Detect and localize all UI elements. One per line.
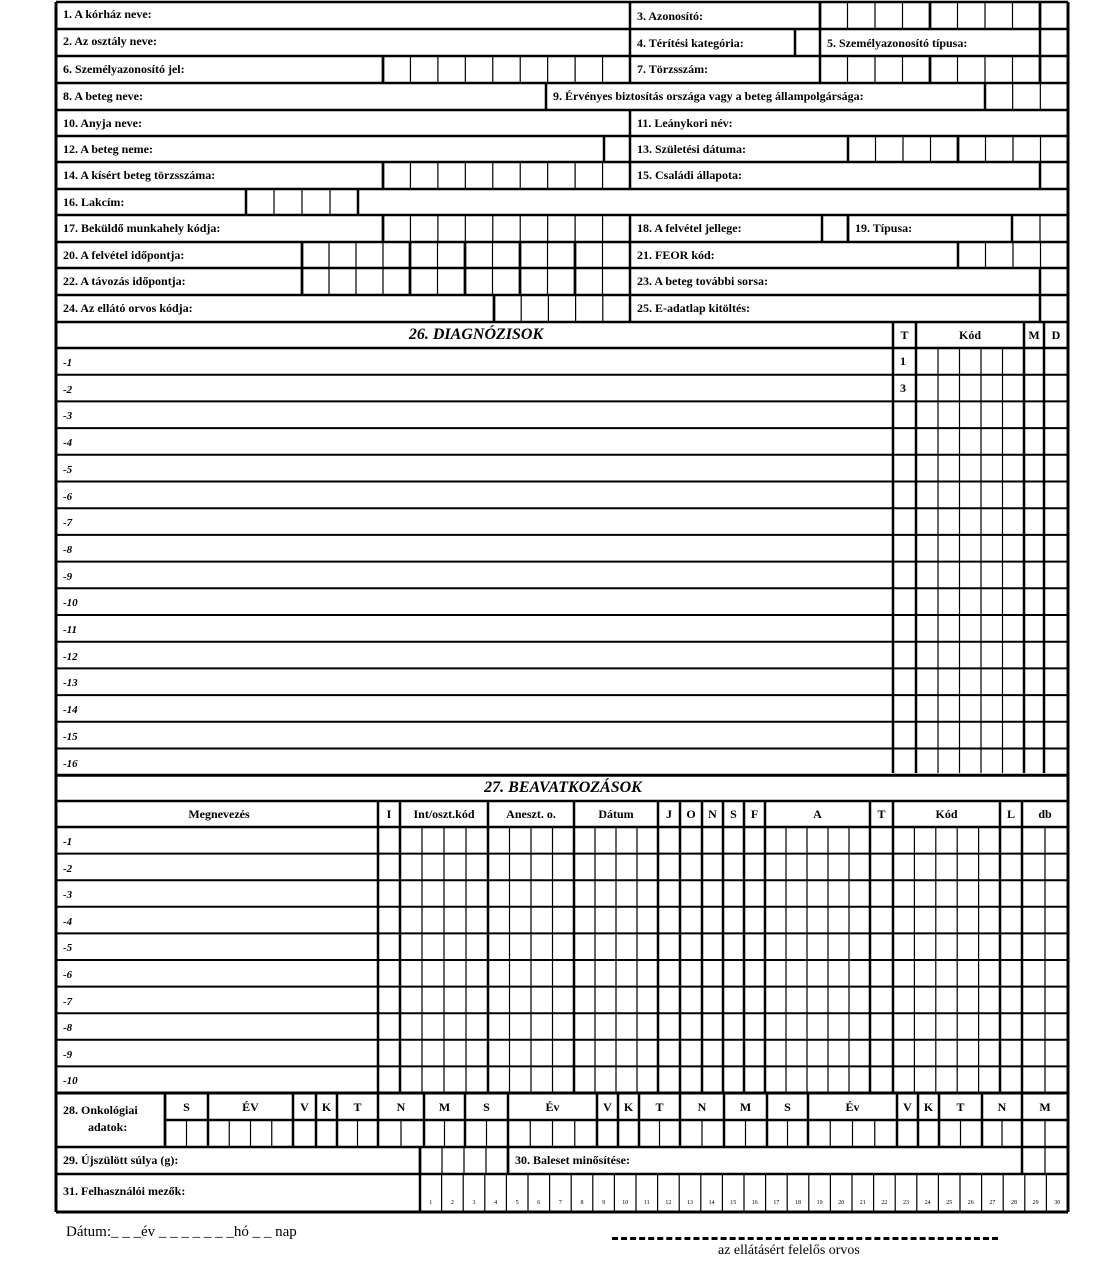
oncology-data-boxes[interactable] bbox=[165, 1120, 1068, 1147]
user-field-number: 23 bbox=[902, 1200, 909, 1206]
diagnosis-text-field[interactable] bbox=[80, 428, 891, 455]
procedure-col-t: T bbox=[877, 807, 886, 821]
label-address: 16. Lakcím: bbox=[63, 195, 125, 209]
procedure-name-field[interactable] bbox=[80, 1066, 376, 1093]
admission-time-boxes[interactable] bbox=[520, 242, 575, 268]
label-patient-outcome: 23. A beteg további sorsa: bbox=[637, 274, 769, 288]
user-field-number: 18 bbox=[794, 1200, 801, 1206]
label-mother-name: 10. Anyja neve: bbox=[63, 116, 142, 130]
birth-date-boxes[interactable] bbox=[848, 136, 958, 162]
user-field-number: 21 bbox=[859, 1200, 866, 1206]
oncology-col-header: M bbox=[1039, 1100, 1051, 1114]
diagnosis-row-number: -3 bbox=[63, 410, 73, 423]
diagnoses-section-title: 26. DIAGNÓZISOK bbox=[408, 326, 544, 343]
label-companion-registry: 14. A kísért beteg törzsszáma: bbox=[63, 168, 216, 182]
admission-date-boxes[interactable] bbox=[302, 242, 410, 268]
procedure-col-db: db bbox=[1038, 807, 1052, 821]
procedure-col-datum: Dátum bbox=[598, 807, 634, 821]
registry-check-box[interactable] bbox=[1040, 56, 1068, 83]
diagnoses-col-code: Kód bbox=[958, 328, 981, 342]
diagnosis-type-value: 1 bbox=[900, 354, 906, 368]
label-personal-id: 6. Személyazonosító jel: bbox=[63, 62, 185, 76]
oncology-col-header: T bbox=[353, 1100, 362, 1114]
procedure-name-field[interactable] bbox=[80, 933, 376, 960]
discharge-date-boxes[interactable] bbox=[465, 268, 520, 295]
procedure-row-number: -7 bbox=[63, 995, 73, 1008]
procedure-row-number: -2 bbox=[63, 862, 73, 875]
procedure-col-n: N bbox=[708, 807, 717, 821]
user-field-number: 3 bbox=[472, 1200, 476, 1206]
azonosito-boxes[interactable] bbox=[930, 2, 1040, 29]
referring-workplace-boxes[interactable] bbox=[383, 215, 630, 242]
procedure-col-j: J bbox=[666, 807, 672, 821]
procedure-name-field[interactable] bbox=[80, 1040, 376, 1067]
diagnosis-row-number: -2 bbox=[63, 383, 73, 396]
label-referring-workplace: 17. Beküldő munkahely kódja: bbox=[63, 221, 221, 235]
patient-outcome-box[interactable] bbox=[1040, 268, 1068, 295]
procedure-name-field[interactable] bbox=[80, 880, 376, 907]
procedure-col-aneszt: Aneszt. o. bbox=[506, 807, 556, 821]
hospital-name-field[interactable] bbox=[200, 2, 628, 29]
payment-category-box[interactable] bbox=[795, 29, 820, 56]
registry-number-boxes[interactable] bbox=[820, 56, 930, 83]
oncology-col-header: S bbox=[183, 1100, 190, 1114]
label-admission-type: 19. Típusa: bbox=[855, 221, 913, 235]
procedure-name-field[interactable] bbox=[80, 827, 376, 854]
footer-date-line: Dátum:_ _ _év _ _ _ _ _ _ _hó _ _ nap bbox=[66, 1224, 297, 1240]
feor-code-boxes[interactable] bbox=[958, 242, 1068, 268]
label-birth-date: 13. Születési dátuma: bbox=[637, 142, 746, 156]
label-hospital-name: 1. A kórház neve: bbox=[63, 7, 152, 21]
label-registry-number: 7. Törzsszám: bbox=[637, 62, 709, 76]
procedure-row-number: -10 bbox=[63, 1075, 78, 1088]
oncology-col-header: T bbox=[956, 1100, 965, 1114]
procedure-row-number: -1 bbox=[63, 836, 73, 848]
procedure-name-field[interactable] bbox=[80, 907, 376, 934]
mother-name-field[interactable] bbox=[170, 110, 628, 136]
oncology-col-header: N bbox=[997, 1100, 1007, 1114]
diagnoses-col-m: M bbox=[1028, 328, 1040, 342]
diagnosis-text-field[interactable] bbox=[80, 615, 891, 642]
procedure-col-kod: Kód bbox=[935, 807, 958, 821]
oncology-col-header: N bbox=[697, 1100, 707, 1114]
procedure-name-field[interactable] bbox=[80, 960, 376, 987]
user-field-number: 4 bbox=[494, 1200, 498, 1206]
oncology-label-2: adatok: bbox=[88, 1120, 128, 1134]
diagnosis-text-field[interactable] bbox=[80, 749, 891, 776]
address-field[interactable] bbox=[360, 189, 1066, 215]
diagnosis-text-field[interactable] bbox=[80, 695, 891, 722]
admission-nature-box[interactable] bbox=[822, 215, 848, 242]
user-field-number: 10 bbox=[622, 1200, 629, 1206]
procedure-row-number: -8 bbox=[63, 1022, 73, 1035]
birth-date-boxes[interactable] bbox=[958, 136, 1068, 162]
diagnosis-text-field[interactable] bbox=[80, 508, 891, 535]
department-name-field[interactable] bbox=[200, 29, 628, 56]
azonosito-check-box[interactable] bbox=[1040, 2, 1068, 29]
signature-line bbox=[612, 1237, 998, 1240]
physician-code-boxes[interactable] bbox=[494, 295, 630, 322]
discharge-time-boxes[interactable] bbox=[520, 268, 575, 295]
user-field-number: 28 bbox=[1010, 1200, 1017, 1206]
label-marital-status: 15. Családi állapota: bbox=[637, 168, 743, 182]
procedures-section-title: 27. BEAVATKOZÁSOK bbox=[484, 779, 642, 796]
user-field-number: 26 bbox=[967, 1200, 974, 1206]
user-field-number: 8 bbox=[580, 1200, 584, 1206]
label-identifier: 3. Azonosító: bbox=[637, 9, 703, 23]
oncology-col-header: Év bbox=[545, 1100, 560, 1114]
diagnosis-row-number: -4 bbox=[63, 437, 73, 450]
oncology-col-header: V bbox=[300, 1100, 309, 1114]
oncology-col-header: ÉV bbox=[242, 1100, 259, 1114]
procedure-name-field[interactable] bbox=[80, 854, 376, 881]
diagnosis-row-number: -8 bbox=[63, 543, 73, 556]
marital-status-box[interactable] bbox=[1040, 162, 1068, 189]
diagnoses-col-t: T bbox=[900, 328, 909, 342]
diagnosis-row-number: -15 bbox=[63, 730, 78, 743]
label-admission-nature: 18. A felvétel jellege: bbox=[637, 221, 742, 235]
accident-classification-boxes[interactable] bbox=[1022, 1147, 1068, 1174]
procedure-row-number: -9 bbox=[63, 1048, 73, 1061]
diagnosis-text-field[interactable] bbox=[80, 722, 891, 749]
user-field-number: 16 bbox=[751, 1200, 758, 1206]
user-field-number: 22 bbox=[881, 1200, 888, 1206]
discharge-date-boxes[interactable] bbox=[410, 268, 465, 295]
label-newborn-weight: 29. Újszülött súlya (g): bbox=[63, 1153, 179, 1167]
newborn-weight-boxes[interactable] bbox=[420, 1147, 508, 1174]
diagnosis-text-field[interactable] bbox=[80, 562, 891, 589]
procedure-name-field[interactable] bbox=[80, 987, 376, 1014]
user-field-number: 15 bbox=[730, 1200, 737, 1206]
maiden-name-field[interactable] bbox=[760, 110, 1066, 136]
user-field-number: 9 bbox=[602, 1200, 606, 1206]
personal-id-boxes[interactable] bbox=[383, 56, 630, 83]
oncology-col-header: M bbox=[438, 1100, 451, 1114]
diagnosis-text-field[interactable] bbox=[80, 482, 891, 509]
label-maiden-name: 11. Leánykori név: bbox=[637, 116, 733, 130]
discharge-time-boxes[interactable] bbox=[575, 268, 630, 295]
procedure-col-a: A bbox=[813, 807, 822, 821]
diagnosis-text-field[interactable] bbox=[80, 375, 891, 402]
label-accident-classification: 30. Baleset minősítése: bbox=[515, 1153, 630, 1167]
procedure-row-number: -3 bbox=[63, 889, 73, 902]
diagnosis-row-number: -7 bbox=[63, 517, 73, 530]
diagnosis-row-number: -14 bbox=[63, 704, 78, 717]
procedure-row-number: -5 bbox=[63, 942, 73, 955]
procedure-name-field[interactable] bbox=[80, 1013, 376, 1040]
admission-type-boxes[interactable] bbox=[1012, 215, 1068, 242]
label-admission-time: 20. A felvétel időpontja: bbox=[63, 248, 185, 262]
oncology-col-header: K bbox=[923, 1100, 934, 1114]
user-field-number: 29 bbox=[1032, 1200, 1039, 1206]
admission-date-boxes[interactable] bbox=[465, 242, 520, 268]
id-type-box[interactable] bbox=[1040, 29, 1068, 56]
label-patient-sex: 12. A beteg neme: bbox=[63, 142, 153, 156]
registry-number-boxes[interactable] bbox=[930, 56, 1040, 83]
procedure-col-i: I bbox=[386, 807, 392, 821]
procedure-col-f: F bbox=[750, 807, 759, 821]
procedure-col-l: L bbox=[1006, 807, 1015, 821]
user-field-number: 13 bbox=[686, 1200, 693, 1206]
oncology-label: 28. Onkológiai bbox=[63, 1103, 138, 1117]
label-id-type: 5. Személyazonosító típusa: bbox=[827, 36, 968, 50]
diagnoses-col-d: D bbox=[1051, 328, 1061, 342]
user-field-number: 20 bbox=[838, 1200, 845, 1206]
e-form-box[interactable] bbox=[1040, 295, 1068, 322]
signature-caption: az ellátásért felelős orvos bbox=[718, 1243, 860, 1258]
admission-date-boxes[interactable] bbox=[410, 242, 465, 268]
postal-code-boxes[interactable] bbox=[246, 189, 358, 215]
diagnosis-row-number: -6 bbox=[63, 490, 73, 503]
user-field-number: 12 bbox=[665, 1200, 672, 1206]
diagnosis-type-value: 3 bbox=[900, 380, 906, 395]
diagnosis-text-field[interactable] bbox=[80, 401, 891, 428]
user-field-number: 19 bbox=[816, 1200, 823, 1206]
procedure-col-o: O bbox=[686, 807, 696, 821]
user-field-number: 7 bbox=[558, 1200, 562, 1206]
admission-time-boxes[interactable] bbox=[575, 242, 630, 268]
user-field-number: 17 bbox=[773, 1200, 780, 1206]
oncology-col-header: V bbox=[603, 1100, 612, 1114]
diagnosis-text-field[interactable] bbox=[80, 348, 891, 375]
discharge-date-boxes[interactable] bbox=[302, 268, 410, 295]
oncology-col-header: T bbox=[655, 1100, 664, 1114]
diagnosis-row-number: -13 bbox=[63, 677, 78, 690]
procedure-col-int: Int/oszt.kód bbox=[413, 807, 475, 821]
label-insurance-country: 9. Érvényes biztosítás országa vagy a beteg állampolgársága: bbox=[553, 89, 864, 103]
diagnosis-text-field[interactable] bbox=[80, 455, 891, 482]
companion-registry-boxes[interactable] bbox=[383, 162, 630, 189]
oncology-col-header: S bbox=[483, 1100, 490, 1114]
user-field-number: 11 bbox=[643, 1200, 650, 1206]
procedure-col-s: S bbox=[730, 807, 737, 821]
label-patient-name: 8. A beteg neve: bbox=[63, 89, 143, 103]
user-field-number: 5 bbox=[515, 1200, 519, 1206]
oncology-col-header: N bbox=[396, 1100, 406, 1114]
user-field-number: 2 bbox=[450, 1200, 454, 1206]
diagnosis-row-number: -11 bbox=[63, 624, 78, 636]
oncology-col-header: K bbox=[321, 1100, 332, 1114]
oncology-col-header: V bbox=[903, 1100, 912, 1114]
diagnosis-row-number: -16 bbox=[63, 757, 78, 770]
diagnosis-row-number: -10 bbox=[63, 597, 78, 610]
user-field-number: 6 bbox=[537, 1200, 541, 1206]
diagnosis-text-field[interactable] bbox=[80, 668, 891, 695]
label-user-fields: 31. Felhasználói mezők: bbox=[63, 1184, 186, 1198]
label-discharge-time: 22. A távozás időpontja: bbox=[63, 274, 186, 288]
user-field-number: 25 bbox=[946, 1200, 953, 1206]
procedure-row-number: -6 bbox=[63, 969, 73, 981]
azonosito-boxes[interactable] bbox=[820, 2, 930, 29]
oncology-col-header: Év bbox=[845, 1100, 860, 1114]
label-feor-code: 21. FEOR kód: bbox=[637, 248, 715, 262]
label-department-name: 2. Az osztály neve: bbox=[63, 34, 157, 48]
patient-name-field[interactable] bbox=[180, 83, 544, 110]
label-physician-code: 24. Az ellátó orvos kódja: bbox=[63, 301, 193, 315]
oncology-col-header: S bbox=[784, 1100, 791, 1114]
diagnosis-text-field[interactable] bbox=[80, 642, 891, 669]
user-field-number: 1 bbox=[429, 1200, 433, 1206]
diagnosis-text-field[interactable] bbox=[80, 535, 891, 562]
diagnosis-row-number: -5 bbox=[63, 463, 73, 476]
procedure-col-megnevezes: Megnevezés bbox=[188, 807, 250, 821]
diagnosis-row-number: -1 bbox=[63, 357, 73, 369]
label-payment-category: 4. Térítési kategória: bbox=[637, 36, 744, 50]
user-field-number: 24 bbox=[924, 1200, 931, 1206]
procedure-row-number: -4 bbox=[63, 915, 73, 928]
label-e-form: 25. E-adatlap kitöltés: bbox=[637, 301, 751, 315]
country-code-boxes[interactable] bbox=[985, 83, 1068, 110]
user-field-number: 27 bbox=[989, 1200, 996, 1206]
user-field-number: 14 bbox=[708, 1200, 715, 1206]
oncology-col-header: K bbox=[623, 1100, 634, 1114]
user-field-number: 30 bbox=[1054, 1200, 1061, 1206]
oncology-col-header: M bbox=[739, 1100, 752, 1114]
sex-box[interactable] bbox=[604, 136, 630, 162]
diagnosis-text-field[interactable] bbox=[80, 588, 891, 615]
diagnosis-row-number: -9 bbox=[63, 570, 73, 583]
diagnosis-row-number: -12 bbox=[63, 650, 78, 663]
